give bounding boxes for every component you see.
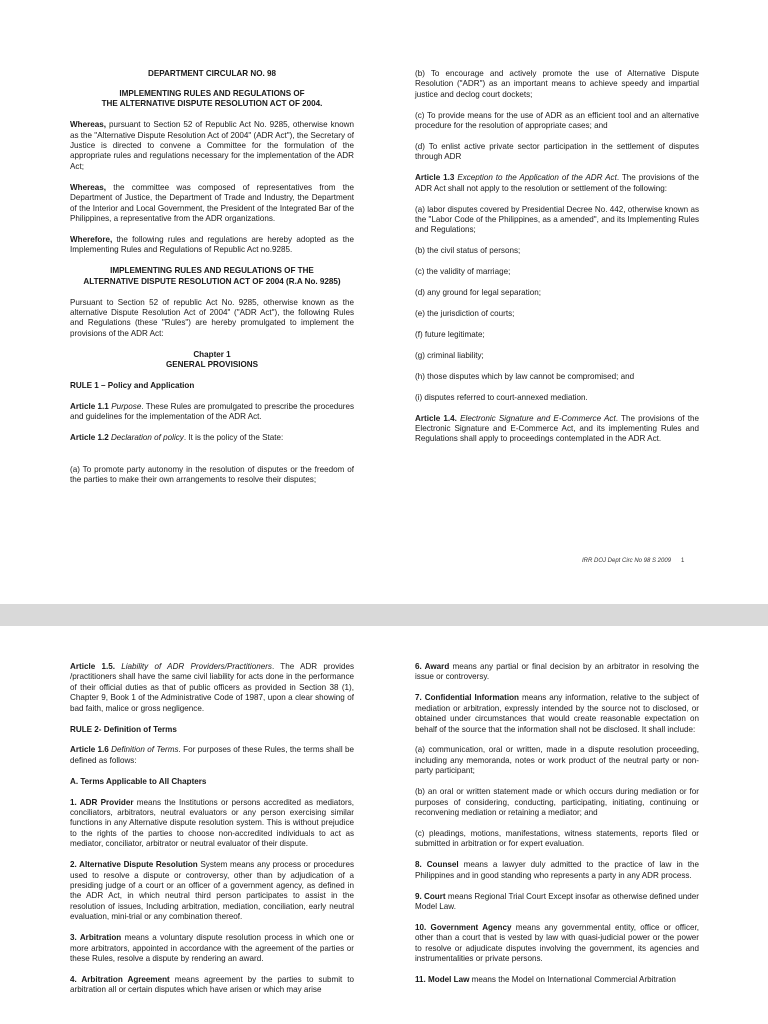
exception-item-d: (d) any ground for legal separation; (415, 288, 541, 298)
exception-item-b: (b) the civil status of persons; (415, 246, 521, 256)
definition-term: 11. Model Law (415, 974, 470, 984)
wherefore-paragraph (70, 235, 354, 256)
subtitle-line-1: IMPLEMENTING RULES AND REGULATIONS OF (119, 88, 305, 98)
whereas-text: pursuant to Section 52 of Republic Act No. 9285, otherwise known as the "Alternative Dispute Resolution Act of 2004" (ADR Act"), the Secretary of Justice is directed to convene a Committee for the formulation of the appropriate rules and regulations necessary for the implementation of the ADR Act; (70, 120, 354, 171)
irr-heading-line-2: ALTERNATIVE DISPUTE RESOLUTION ACT OF 2004 (R.A No. 9285) (83, 276, 341, 286)
article-text: . The ADR provides /practitioners shall have the same civil liability for acts done in the performance of their official duties as that of public officers as provided in Section 38 (1), Chapter 9, Book 1 of the Administrative Code of 1987, upon a clear showing of bad faith, malice or gross negligence. (70, 662, 354, 713)
whereas-paragraph-2 (70, 183, 354, 225)
exception-item-a: (a) labor disputes covered by Presidential Decree No. 442, otherwise known as the "Labor Code of the Philippines, as a amended", and its Implementing Rules and Regulations; (415, 204, 699, 235)
definition-6 (415, 662, 699, 683)
definition-8 (415, 860, 699, 881)
definition-9 (415, 892, 699, 913)
policy-item-d: (d) To enlist active private sector participation in the settlement of disputes through ADR (415, 142, 699, 162)
policy-item-a: (a) To promote party autonomy in the resolution of disputes or the freedom of the parties to make their own arrangements to resolve their disputes; (70, 464, 354, 484)
definition-text: System means any process or procedures used to resolve a dispute or controversy, other than by adjudication of a presiding judge of a court or an officer of a government agency, as defined in the ADR Act, in which neutral third person participates to assist in the resolution of issues, Including arbitration, mediation, conciliation, early neutral evaluation, mini-trial or any combination thereof. (70, 860, 354, 922)
article-1-2 (70, 433, 354, 443)
article-text: . For purposes of these Rules, the terms shall be defined as follows: (70, 745, 354, 765)
page1-right-column (415, 0, 699, 455)
article-text: . These Rules are promulgated to prescribe the procedures and guidelines for the implementation of the ADR Act. (70, 401, 354, 422)
page1-left-column (70, 0, 354, 496)
wherefore-text: the following rules and regulations are hereby adopted as the Implementing Rules and Regulations of Republic Act no.9285. (70, 234, 354, 255)
definition-term: 3. Arbitration (70, 933, 122, 943)
definition-7 (415, 693, 699, 735)
irr-heading-line-1: IMPLEMENTING RULES AND REGULATIONS OF THE (110, 266, 314, 276)
whereas-label: Whereas, (70, 120, 106, 130)
definition-2 (70, 860, 354, 922)
article-label: Article 1.2 (70, 433, 109, 443)
article-title: Definition of Terms (111, 745, 179, 755)
definition-11 (415, 975, 699, 985)
definition-text: means a voluntary dispute resolution process in which one or more arbitrators, appointed in accordance with the agreement of the parties or these Rules, resolve a dispute by rendering an award. (70, 933, 354, 963)
definition-term: 9. Court (415, 891, 446, 901)
circular-title: DEPARTMENT CIRCULAR NO. 98 (147, 69, 276, 78)
article-1-6 (70, 745, 354, 766)
article-text: . The provisions of the ADR Act shall not apply to the resolution or settlement of the following: (415, 173, 700, 193)
rule-1-heading: RULE 1 – Policy and Application (70, 380, 195, 390)
wherefore-label: Wherefore, (70, 234, 113, 244)
chapter-heading (70, 350, 354, 371)
chapter-title: GENERAL PROVISIONS (165, 360, 259, 370)
policy-item-b: (b) To encourage and actively promote the use of Alternative Dispute Resolution ("ADR") as an important means to achieve speedy and impartial justice and declog court dockets; (415, 69, 699, 99)
whereas-label: Whereas, (70, 182, 106, 192)
definition-text: means the Model on International Commercial Arbitration (469, 974, 676, 984)
definition-term: 1. ADR Provider (70, 797, 134, 807)
confidential-item-c: (c) pleadings, motions, manifestations, witness statements, reports filed or submitted in arbitration or for expert evaluation. (415, 828, 699, 849)
exception-item-e: (e) the jurisdiction of courts; (415, 309, 515, 319)
definition-text: means any information, relative to the subject of mediation or arbitration, expressly intended by the source not to disclosed, or obtained under circumstances that would create reasonable expectation on behalf of the source that the information shall not be disclosed. It shall include: (415, 693, 699, 734)
pursuant-paragraph: Pursuant to Section 52 of republic Act No. 9285, otherwise known as the alternative Dispute Resolution Act of 2004" ("ADR Act"), the following Rules and Regulations (these "Rules") are hereby promulgated to implement the provisions of the ADR Act: (70, 297, 354, 338)
article-1-1 (70, 402, 354, 423)
article-label: Article 1.4. (415, 413, 457, 423)
definition-3 (70, 933, 354, 964)
article-label: Article 1.1 (70, 401, 109, 411)
article-label: Article 1.6 (70, 745, 109, 755)
exception-item-h: (h) those disputes which by law cannot be compromised; and (415, 371, 635, 381)
page-number: 1 (681, 558, 685, 564)
article-title: Liability of ADR Providers/Practitioners (121, 662, 272, 671)
article-label: Article 1.3 (415, 173, 455, 183)
article-title: Electronic Signature and E-Commerce Act (460, 413, 616, 423)
definition-text: means the Institutions or persons accredited as mediators, conciliators, arbitrators, neutral evaluators or any person exercising similar functions in any Alternative dispute resolution system. This is without prejudice to the rights of the parties to choose non-accredited individuals to act as mediator, conciliator, arbitrator or neutral evaluator of their dispute. (70, 797, 354, 849)
article-text: . The provisions of the Electronic Signature and E-Commerce Act, and its implementing Rules and Regulations shall apply to proceedings contemplated in the ADR Act. (415, 413, 700, 444)
definition-4 (70, 975, 354, 996)
whereas-text: the committee was composed of representatives from the Department of Justice, the Department of Trade and Industry, the Department of the Interior and Local Government, the President of the Integrated Bar of the Philippines, a representative from the ADR organizations. (70, 182, 354, 223)
article-1-5 (70, 662, 354, 714)
document-page-2 (0, 626, 768, 1024)
page2-right-column (415, 626, 699, 996)
article-1-3 (415, 173, 699, 194)
exception-item-f: (f) future legitimate; (415, 330, 485, 339)
rule-2-heading: RULE 2- Definition of Terms (70, 724, 177, 734)
definition-text: means agreement by the parties to submit to arbitration all or certain disputes which have arisen or which may arise (70, 974, 354, 995)
section-a-heading: A. Terms Applicable to All Chapters (70, 776, 207, 786)
confidential-item-b: (b) an oral or written statement made or which occurs during mediation or for purposes of considering, conducting, participating, initiating, continuing or reconvening mediation or retaining a mediator; and (415, 787, 699, 817)
exception-item-g: (g) criminal liability; (415, 350, 484, 360)
definition-text: means any partial or final decision by an arbitrator in resolving the issue or controversy. (415, 662, 699, 682)
definition-term: 2. Alternative Dispute Resolution (70, 860, 198, 870)
definition-term: 6. Award (415, 662, 450, 671)
definition-1 (70, 798, 354, 850)
article-1-4 (415, 414, 699, 445)
article-label: Article 1.5. (70, 662, 115, 671)
definition-10 (415, 923, 699, 965)
article-title: Declaration of policy (110, 433, 184, 443)
article-text: . It is the policy of the State: (183, 433, 284, 443)
definition-text: means any governmental entity, office or officer, other than a court that is vested by law with quasi-judicial power or the power to resolve or adjudicate disputes involving the government, its agencies and instrumentalities or private persons. (415, 922, 699, 964)
definition-term: 10. Government Agency (415, 922, 512, 932)
definition-term: 8. Counsel (415, 860, 459, 870)
page2-left-column (70, 626, 354, 1006)
definition-text: means Regional Trial Court Except insofar as otherwise defined under Model Law. (415, 891, 699, 911)
exception-item-c: (c) the validity of marriage; (415, 267, 511, 277)
whereas-paragraph-1 (70, 120, 354, 172)
article-title: Purpose (111, 401, 142, 411)
confidential-item-a: (a) communication, oral or written, made in a dispute resolution proceeding, including any memoranda, notes or work product of the neutral party or non-party participant; (415, 745, 699, 776)
definition-term: 7. Confidential Information (415, 693, 519, 703)
document-subtitle (70, 89, 354, 110)
definition-text: means a lawyer duly admitted to the practice of law in the Philippines and in good standing who represents a party in any ADR process. (415, 860, 699, 880)
chapter-number: Chapter 1 (193, 349, 231, 359)
exception-item-i: (i) disputes referred to court-annexed mediation. (415, 392, 588, 402)
irr-heading (70, 266, 354, 287)
policy-item-c: (c) To provide means for the use of ADR as an efficient tool and an alternative procedure for the resolution of appropriate cases; and (415, 110, 699, 131)
page-footer (582, 558, 684, 564)
article-title: Exception to the Application of the ADR Act (457, 173, 617, 183)
subtitle-line-2: THE ALTERNATIVE DISPUTE RESOLUTION ACT OF 2004. (101, 99, 323, 109)
footer-reference: IRR DOJ Dept Circ No 98 S 2009 (582, 558, 672, 564)
definition-term: 4. Arbitration Agreement (70, 974, 170, 984)
